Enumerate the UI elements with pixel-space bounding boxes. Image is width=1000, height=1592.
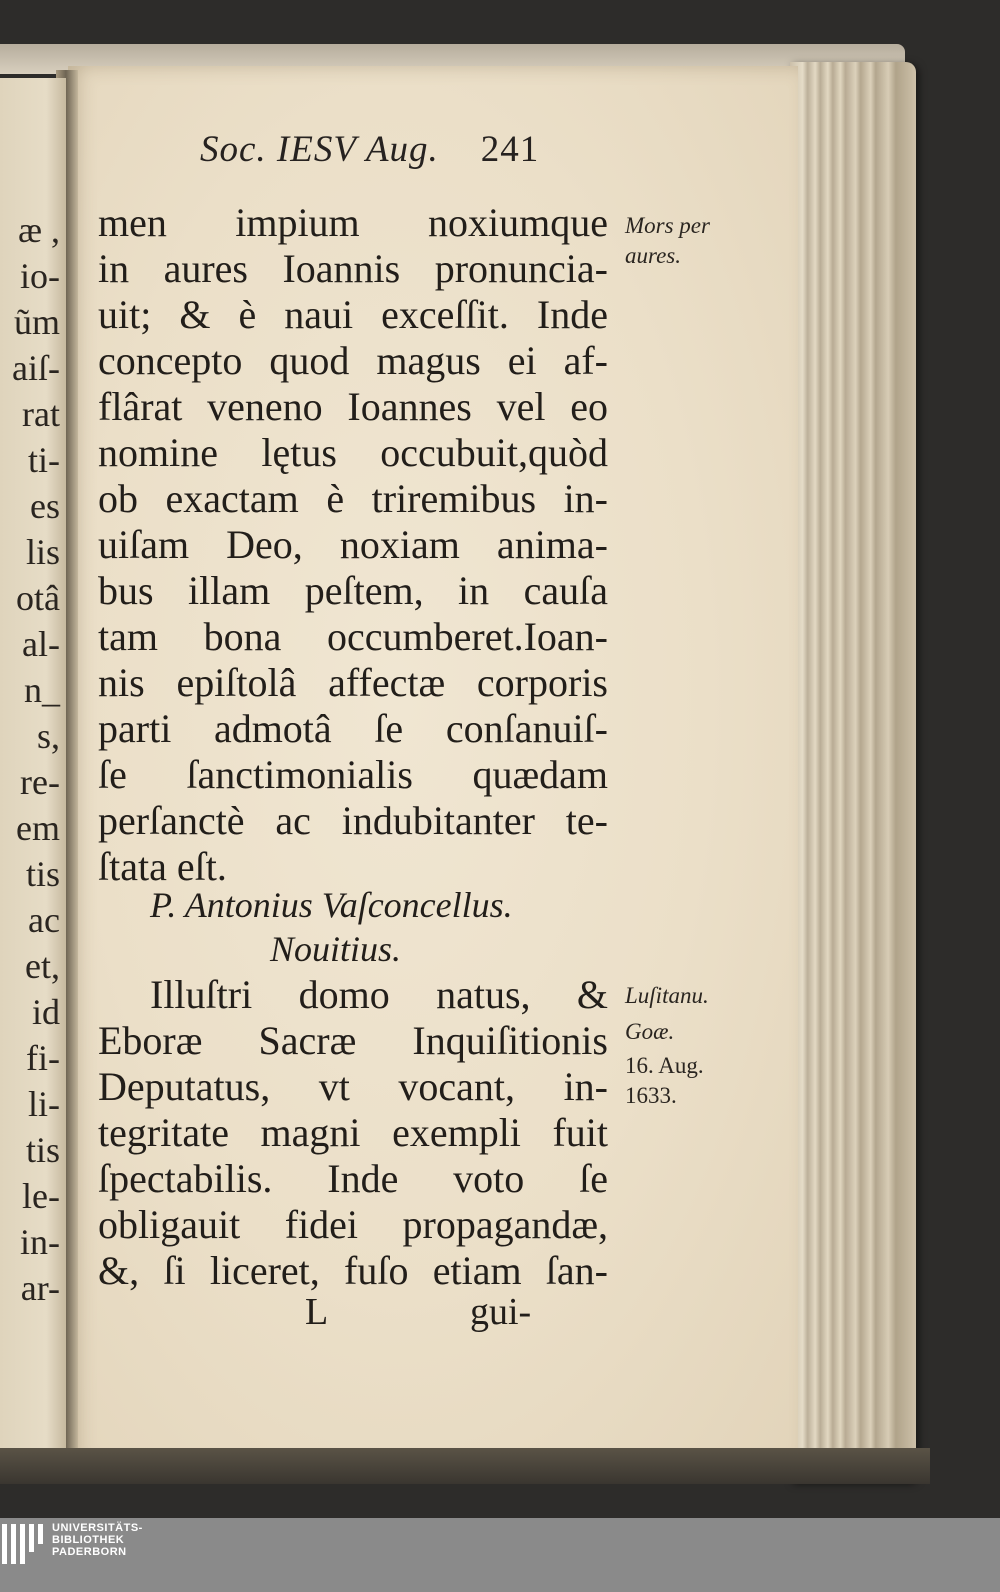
left-fragment: s,: [36, 716, 60, 756]
logo-line: UNIVERSITÄTS-: [52, 1522, 143, 1534]
left-fragment: tis: [25, 854, 60, 894]
left-fragment: ũm: [13, 302, 60, 342]
signature-mark: L: [305, 1291, 329, 1333]
text-line: perſanctè ac indubitanter te-: [98, 798, 608, 843]
text-line: parti admotâ ſe conſanuiſ-: [98, 706, 608, 751]
left-fragment: al-: [22, 624, 60, 664]
left-fragment: rat: [22, 394, 60, 434]
margin-note-line: 16. Aug.: [625, 1053, 704, 1078]
margin-note-line: Luſitanu.: [625, 983, 709, 1008]
text-line: bus illam peſtem, in cauſa: [98, 568, 608, 613]
logo-line: PADERBORN: [52, 1546, 127, 1558]
text-line: ſe ſanctimonialis quædam: [98, 752, 608, 797]
running-head: [200, 128, 539, 171]
margin-note-line: aures.: [625, 243, 682, 268]
left-fragment: fi-: [26, 1038, 60, 1078]
left-fragment: ti-: [28, 440, 60, 480]
text-line: tegritate magni exempli fuit: [98, 1110, 608, 1155]
left-fragment: otâ: [16, 578, 60, 618]
text-line: nis epiſtolâ affectæ corporis: [98, 660, 608, 705]
running-head-title: Soc. IESV Aug.: [200, 129, 439, 170]
text-line: ſtata eſt.: [98, 844, 227, 889]
text-line: Deputatus, vt vocant, in-: [98, 1064, 608, 1109]
left-fragment: es: [30, 486, 60, 526]
left-fragment: æ ,: [17, 210, 60, 250]
left-fragment: em: [16, 808, 60, 848]
left-page: [0, 78, 66, 1450]
footer-bar: [0, 1518, 1000, 1592]
left-fragment: le-: [22, 1176, 60, 1216]
library-logo-icon: [2, 1524, 46, 1564]
logo-line: BIBLIOTHEK: [52, 1534, 125, 1546]
section-subheading: Nouitius.: [270, 929, 402, 969]
left-fragment: io-: [20, 256, 60, 296]
book-cover-bottom: [0, 1448, 930, 1484]
margin-note-line: Mors per: [625, 213, 710, 238]
text-line: tam bona occumberet.Ioan-: [98, 614, 608, 659]
margin-note-line: Goæ.: [625, 1019, 675, 1044]
left-fragment: n_: [24, 670, 60, 710]
text-line: men impium noxiumque: [98, 200, 608, 245]
library-logo-text: [52, 1522, 143, 1558]
text-line: &, ſi liceret, fuſo etiam ſan-: [98, 1248, 608, 1293]
left-fragment: ac: [28, 900, 60, 940]
left-fragment: re-: [20, 762, 60, 802]
left-fragment: id: [31, 992, 60, 1032]
left-fragment: in-: [20, 1222, 60, 1262]
page-edges: [790, 62, 916, 1482]
text-line: nomine lętus occubuit,quòd: [98, 430, 608, 475]
section-heading: P. Antonius Vaſconcellus.: [150, 885, 513, 925]
text-line: ob exactam è triremibus in-: [98, 476, 608, 521]
margin-note-line: 1633.: [625, 1083, 677, 1108]
left-fragment: et,: [25, 946, 60, 986]
text-line: in aures Ioannis pronuncia-: [98, 246, 608, 291]
left-fragment: ar-: [20, 1268, 60, 1308]
left-fragment: tis: [25, 1130, 60, 1170]
text-line: uit; & è naui exceſſit. Inde: [98, 292, 608, 337]
text-line: uiſam Deo, noxiam anima-: [98, 522, 608, 567]
text-line: Illuſtri domo natus, &: [150, 972, 608, 1017]
text-line: ſpectabilis. Inde voto ſe: [98, 1156, 608, 1201]
left-fragment: lis: [25, 532, 60, 572]
text-line: Eboræ Sacræ Inquiſitionis: [98, 1018, 608, 1063]
catchword: gui-: [470, 1291, 532, 1333]
text-line: obligauit fidei propagandæ,: [98, 1202, 608, 1247]
text-line: flârat veneno Ioannes vel eo: [98, 384, 608, 429]
page-number: 241: [480, 129, 540, 170]
left-fragment: li-: [28, 1084, 60, 1124]
text-line: concepto quod magus ei af-: [98, 338, 608, 383]
left-fragment: aiſ-: [12, 348, 60, 388]
